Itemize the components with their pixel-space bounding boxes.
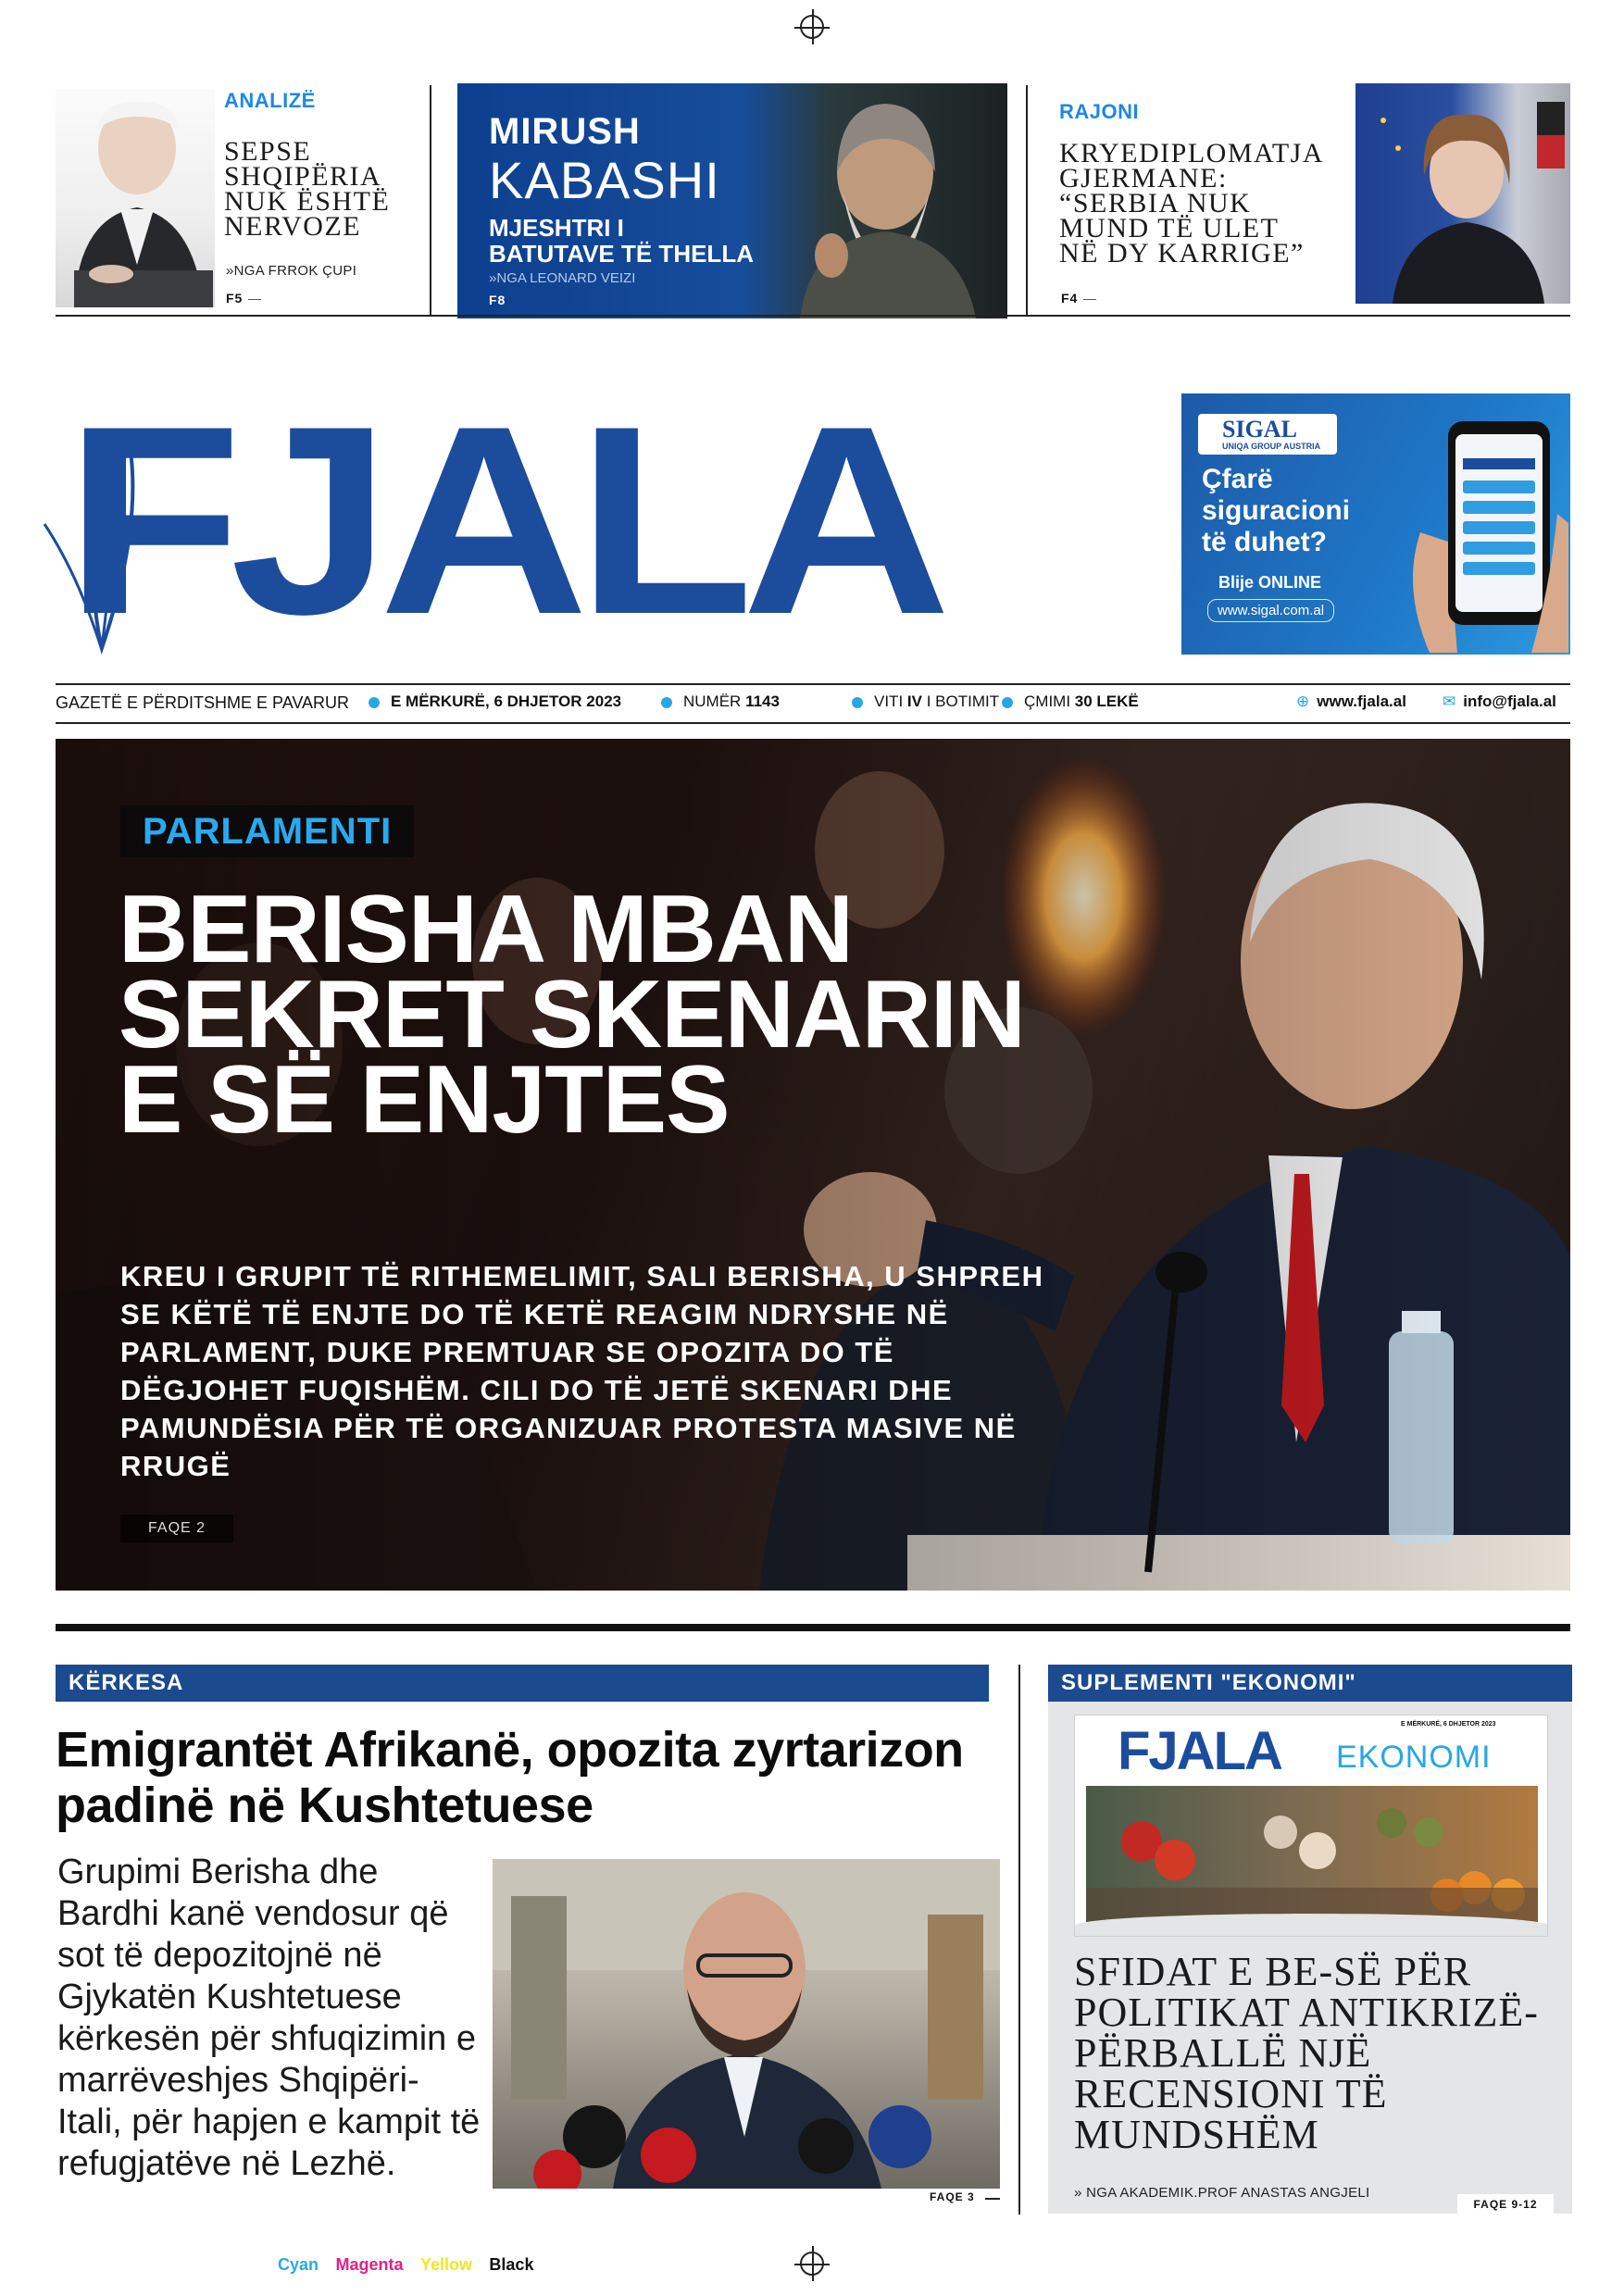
sigal-ad-brand-sub: UNIQA GROUP AUSTRIA (1222, 442, 1321, 451)
teaser-right-title[interactable]: KRYEDIPLOMATJA GJERMANE: “SERBIA NUK MUND TË ULET NË DY KARRIGE” (1059, 138, 1325, 268)
teaser-left-title[interactable]: SEPSE SHQIPËRIA NUK ËSHTË NERVOZE (224, 136, 391, 242)
story-photo (493, 1859, 1000, 2189)
supplement-byline: » NGA AKADEMIK.PROF ANASTAS ANGJELI (1074, 2185, 1370, 2201)
lead-kicker: PARLAMENTI (120, 805, 414, 857)
teaser-left-byline: »NGA FRROK ÇUPI (226, 263, 357, 279)
teaser-left-page: F5 (226, 291, 261, 306)
teaser-center-card[interactable] (457, 83, 1007, 318)
website-link[interactable]: ⊕ www.fjala.al (1296, 693, 1406, 710)
supplement-cover-photo (1086, 1786, 1538, 1925)
teaser-left-photo (56, 89, 215, 307)
publication-year: VITI IV I BOTIMIT (852, 693, 999, 711)
bullet-icon (369, 697, 380, 708)
email-link[interactable]: ✉ info@fjala.al (1443, 693, 1556, 710)
bullet-icon (661, 697, 672, 708)
bullet-icon (852, 697, 863, 708)
sigal-ad[interactable] (1181, 393, 1570, 655)
story-headline[interactable]: Emigrantët Afrikanë, opozita zyrtarizon padinë në Kushtetuese (56, 1722, 964, 1833)
supplement-cover-logo: FJALA (1118, 1721, 1281, 1781)
supplement-cover-logo-suffix: EKONOMI (1336, 1740, 1492, 1775)
sigal-ad-headline: Çfarë siguracioni të duhet? (1202, 464, 1351, 557)
teaser-right-photo (1355, 83, 1570, 304)
issue-number: NUMËR 1143 (661, 693, 780, 711)
column-divider (1018, 1665, 1020, 2215)
supplement-cover-date: E MËRKURË, 6 DHJETOR 2023 (1401, 1721, 1496, 1728)
teaser-strip (56, 81, 1570, 318)
globe-icon: ⊕ (1296, 693, 1310, 710)
masthead-logo[interactable]: FJALA (65, 370, 940, 670)
masthead-info-bar (56, 683, 1570, 724)
teaser-right-page: F4 (1061, 291, 1096, 306)
cmyk-cyan: Cyan (278, 2255, 319, 2274)
teaser-center-byline: »NGA LEONARD VEIZI (489, 270, 636, 286)
lead-deck: KREU I GRUPIT TË RITHEMELIMIT, SALI BERISHA, U SHPREH SE KËTË TË ENJTE DO TË KETË REAGIM NDRYSHE NË PARLAMENT, DUKE PREMTUAR SE OPOZITA DO TË DËGJOHET FUQISHËM. CILI DO TË JETË SKENARI DHE PAMUNDËSIA PËR TË ORGANIZUAR PROTESTA MASIVE NË RRUGË (120, 1260, 1044, 1482)
story-page-dash (985, 2198, 1000, 2200)
story-section-bar: KËRKESA (56, 1665, 989, 1702)
story-page-ref: FAQE 3 (930, 2190, 975, 2203)
supplement-section-bar: SUPLEMENTI "EKONOMI" (1048, 1665, 1572, 1702)
registration-mark-top (800, 15, 824, 39)
supplement-cover-tear (1075, 1914, 1548, 1937)
sigal-ad-url[interactable]: www.sigal.com.al (1207, 599, 1334, 622)
price: ÇMIMI 30 LEKË (1002, 693, 1139, 711)
cmyk-yellow: Yellow (419, 2255, 472, 2274)
lead-page-ref: FAQE 2 (120, 1515, 233, 1542)
teaser-left-label: ANALIZË (224, 89, 316, 112)
registration-mark-bottom (800, 2252, 824, 2276)
tagline: GAZETË E PËRDITSHME E PAVARUR (56, 693, 350, 712)
phone-icon (1393, 403, 1568, 653)
teaser-center-name-last: KABASHI (489, 151, 720, 209)
teaser-divider-2 (1026, 85, 1028, 315)
supplement-title[interactable]: SFIDAT E BE-SË PËR POLITIKAT ANTIKRIZË- PËRBALLË NJË RECENSIONI TË MUNDSHËM (1074, 1949, 1539, 2157)
teaser-strip-rule (56, 315, 1570, 317)
bullet-icon (1002, 697, 1013, 708)
teaser-right-label: RAJONI (1059, 100, 1140, 123)
cmyk-magenta: Magenta (335, 2255, 404, 2274)
teaser-center-subtitle: MJESHTRI I BATUTAVE TË THELLA (489, 214, 754, 268)
supplement-page-ref: FAQE 9-12 (1457, 2194, 1554, 2215)
teaser-divider-1 (430, 85, 431, 315)
envelope-icon: ✉ (1443, 693, 1456, 710)
teaser-center-name-first: MIRUSH (489, 111, 641, 152)
cmyk-black: Black (489, 2255, 534, 2274)
section-rule (56, 1624, 1570, 1631)
supplement-cover[interactable] (1074, 1715, 1548, 1937)
story-body: Grupimi Berisha dhe Bardhi kanë vendosur që sot të depozitojnë në Gjykatën Kushtetuese kërkesën për shfuqizimin e marrëveshjes Shqipëri-Itali, për hapjen e kampit të refugjatëve në Lezhë. (57, 1853, 481, 2183)
teaser-center-page: F8 (489, 293, 506, 307)
sigal-ad-cta: Blije ONLINE (1218, 573, 1322, 592)
lead-headline[interactable]: BERISHA MBAN SEKRET SKENARIN E SË ENJTES (119, 876, 1025, 1154)
cmyk-color-bar (278, 2255, 546, 2275)
sigal-ad-brand: SIGAL (1222, 416, 1297, 443)
issue-date: E MËRKURË, 6 DHJETOR 2023 (369, 693, 621, 711)
